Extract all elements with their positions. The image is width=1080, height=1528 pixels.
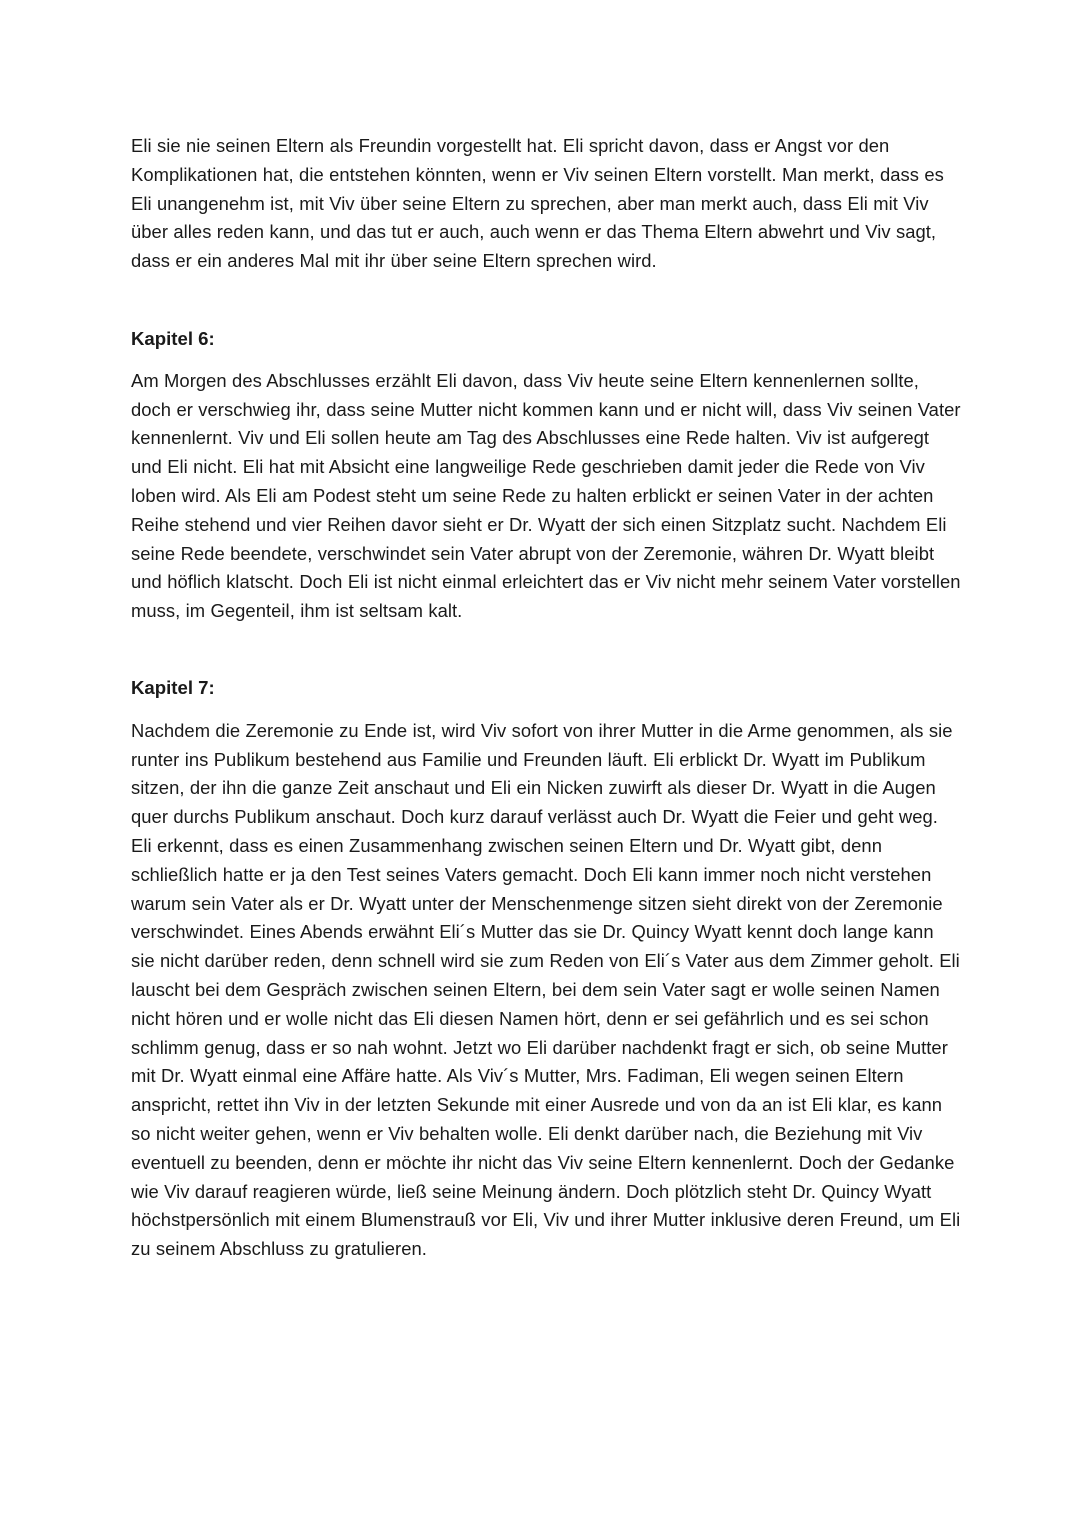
chapter-6-paragraph: Am Morgen des Abschlusses erzählt Eli davon, dass Viv heute seine Eltern kennenlernen sollte, doch er verschwieg ihr, dass seine Mutter nicht kommen kann und er nicht will, dass Viv seinen Vater kennenlernt. Viv und Eli sollen heute am Tag des Abschlusses eine Rede halten. Viv ist aufgeregt und Eli nicht. Eli hat mit Absicht eine langweilige Rede geschrieben damit jeder die Rede von Viv loben wird. Als Eli am Podest steht um seine Rede zu halten erblickt er seinen Vater in der achten Reihe stehend und vier Reihen davor sieht er Dr. Wyatt der sich einen Sitzplatz sucht. Nachdem Eli seine Rede beendete, verschwindet sein Vater abrupt von der Zeremonie, währen Dr. Wyatt bleibt und höflich klatscht. Doch Eli ist nicht einmal erleichtert das er Viv nicht mehr seinem Vater vorstellen muss, im Gegenteil, ihm ist seltsam kalt.: [131, 369, 961, 622]
document-page: [131, 132, 961, 1264]
intro-paragraph: Eli sie nie seinen Eltern als Freundin vorgestellt hat. Eli spricht davon, dass er Angst vor den Komplikationen hat, die entstehen könnten, wenn er Viv seinen Eltern vorstellt. Man merkt, dass es Eli unangenehm ist, mit Viv über seine Eltern zu sprechen, aber man merkt auch, dass Eli mit Viv über alles reden kann, und das tut er auch, auch wenn er das Thema Eltern abwehrt und Viv sagt, dass er ein anderes Mal mit ihr über seine Eltern sprechen wird.: [131, 135, 944, 272]
chapter-6-heading: Kapitel 6:: [131, 327, 215, 349]
chapter-7-paragraph: Nachdem die Zeremonie zu Ende ist, wird Viv sofort von ihrer Mutter in die Arme genommen, als sie runter ins Publikum bestehend aus Familie und Freunden läuft. Eli erblickt Dr. Wyatt im Publikum sitzen, der ihn die ganze Zeit anschaut und Eli ein Nicken zuwirft als dieser Dr. Wyatt in die Augen quer durchs Publikum anschaut. Doch kurz darauf verlässt auch Dr. Wyatt die Feier und geht weg. Eli erkennt, dass es einen Zusammenhang zwischen seinen Eltern und Dr. Wyatt gibt, denn schließlich hatte er ja den Test seines Vaters gemacht. Doch Eli kann immer noch nicht verstehen warum sein Vater als er Dr. Wyatt unter der Menschenmenge sitzen sieht direkt von der Zeremonie verschwindet. Eines Abends erwähnt Eli´s Mutter das sie Dr. Quincy Wyatt kennt doch lange kann sie nicht darüber reden, denn schnell wird sie zum Reden von Eli´s Vater aus dem Zimmer geholt. Eli lauscht bei dem Gespräch zwischen seinen Eltern, bei dem sein Vater sagt er wolle seinen Namen nicht hören und er wolle nicht das Eli diesen Namen hört, denn er sei gefährlich und es sei schon schlimm genug, dass er so nah wohnt. Jetzt wo Eli darüber nachdenkt fragt er sich, ob seine Mutter mit Dr. Wyatt einmal eine Affäre hatte. Als Viv´s Mutter, Mrs. Fadiman, Eli wegen seinen Eltern anspricht, rettet ihn Viv in der letzten Sekunde mit einer Ausrede und von da an ist Eli klar, es kann so nicht weiter gehen, wenn er Viv behalten wolle. Eli denkt darüber nach, die Beziehung mit Viv eventuell zu beenden, denn er möchte ihr nicht das Viv seine Eltern kennenlernt. Doch der Gedanke wie Viv darauf reagieren würde, ließ seine Meinung ändern. Doch plötzlich steht Dr. Quincy Wyatt höchstpersönlich mit einem Blumenstrauß vor Eli, Viv und ihrer Mutter inklusive deren Freund, um Eli zu seinem Abschluss zu gratulieren.: [131, 719, 961, 1260]
chapter-7-heading: Kapitel 7:: [131, 676, 215, 698]
